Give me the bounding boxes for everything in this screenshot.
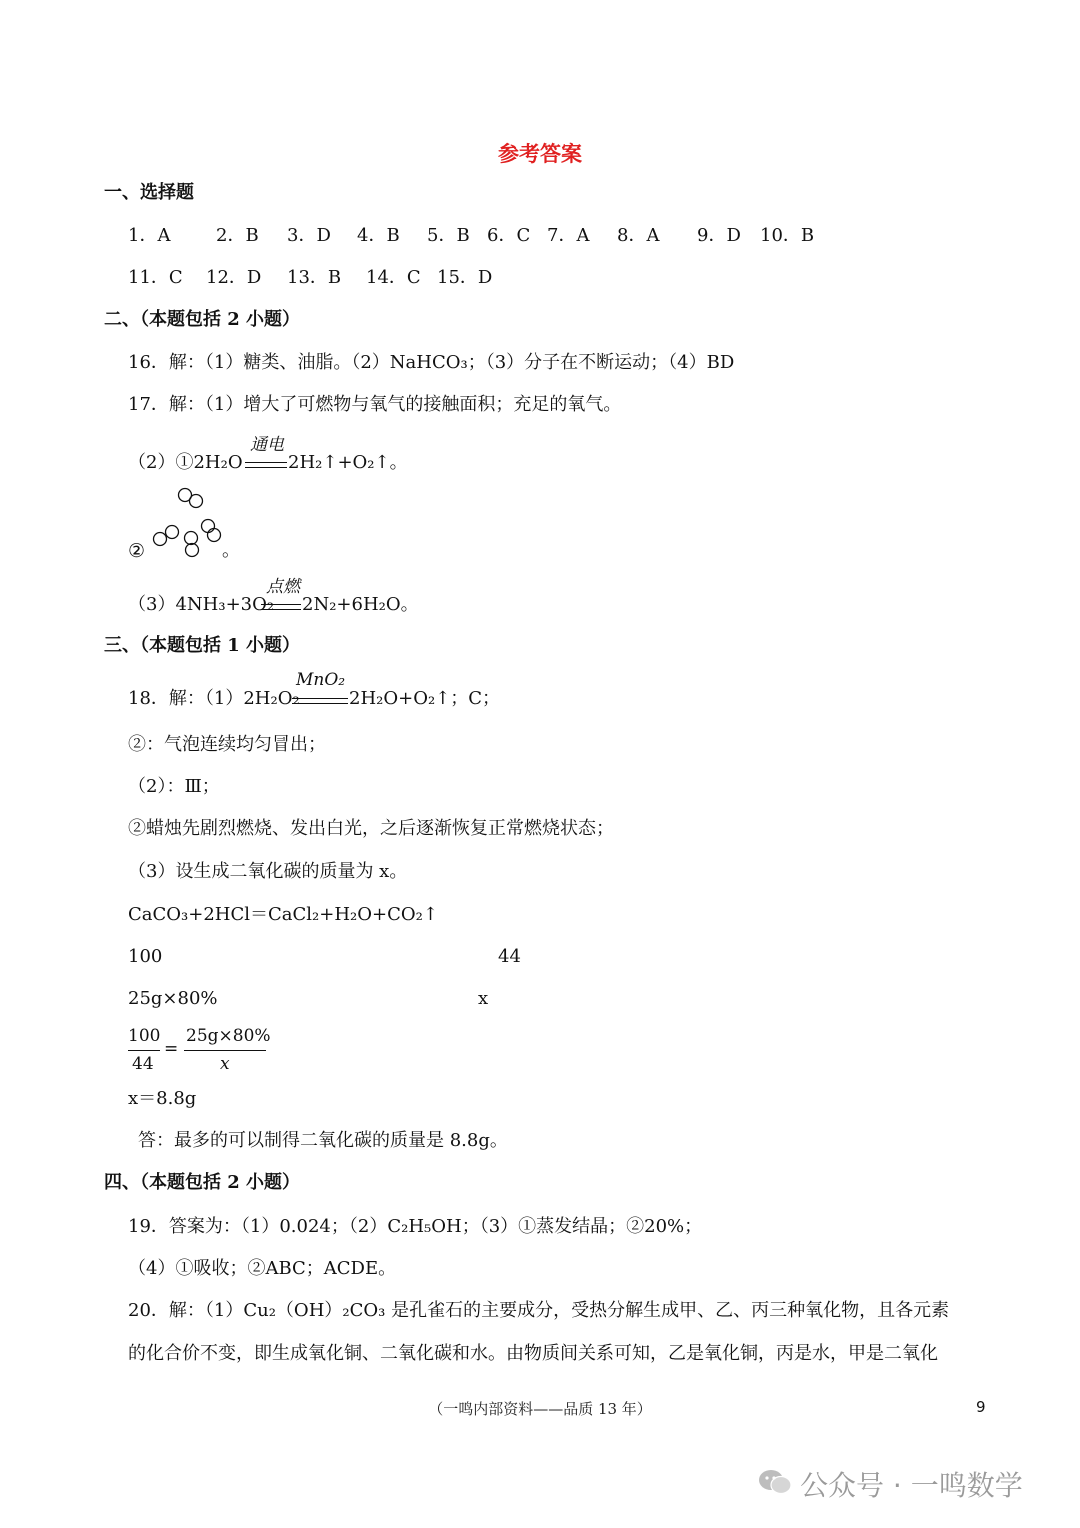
answer-18-line2: ②：气泡连续均匀冒出； bbox=[128, 734, 326, 755]
reaction-condition: MnO₂ bbox=[296, 670, 346, 690]
mc-answer: 12．D bbox=[206, 267, 262, 288]
fraction-bar bbox=[128, 1050, 160, 1051]
fraction-denominator: 44 bbox=[132, 1054, 154, 1074]
equals-sign bbox=[292, 698, 348, 704]
equals: = bbox=[164, 1039, 179, 1059]
mc-answer: 4．B bbox=[357, 225, 400, 246]
fraction-numerator: 100 bbox=[128, 1026, 161, 1046]
fraction-bar bbox=[184, 1050, 266, 1051]
answer-19-line1: 19．答案为：（1）0.024；（2）C₂H₅OH；（3）①蒸发结晶；②20%； bbox=[128, 1216, 703, 1237]
reaction-condition: 通电 bbox=[250, 435, 284, 455]
section-heading-4: 四、（本题包括 2 小题） bbox=[104, 1172, 301, 1193]
period: 。 bbox=[222, 540, 240, 561]
answer-18-line4: ②蜡烛先剧烈燃烧、发出白光，之后逐渐恢复正常燃烧状态； bbox=[128, 818, 614, 839]
answer-statement: 答：最多的可以制得二氧化碳的质量是 8.8g。 bbox=[138, 1130, 508, 1151]
answer-17-part3-right: 2N₂+6H₂O。 bbox=[302, 594, 419, 615]
fraction-numerator: 25g×80% bbox=[186, 1026, 271, 1046]
answer-18-part1-right: 2H₂O+O₂↑；C； bbox=[349, 688, 501, 709]
mc-answer: 14．C bbox=[366, 267, 421, 288]
page-number: 9 bbox=[976, 1398, 986, 1416]
mc-answer: 3．D bbox=[287, 225, 331, 246]
mc-answer: 1．A bbox=[128, 225, 171, 246]
answer-19-line2: （4）①吸收；②ABC；ACDE。 bbox=[128, 1258, 397, 1279]
footer-note: （一鸣内部资料——品质 13 年） bbox=[428, 1400, 652, 1418]
answer-17-part1: 17．解：（1）增大了可燃物与氧气的接触面积；充足的氧气。 bbox=[128, 394, 622, 415]
mc-answer: 2．B bbox=[216, 225, 259, 246]
mc-answer: 11．C bbox=[128, 267, 183, 288]
chemical-equation: CaCO₃+2HCl＝CaCl₂+H₂O+CO₂↑ bbox=[128, 904, 438, 925]
mass-co2: x bbox=[478, 988, 489, 1009]
molar-mass-caco3: 100 bbox=[128, 946, 163, 967]
answer-18-part1-left: 18．解：（1）2H₂O₂ bbox=[128, 688, 300, 709]
equals-sign bbox=[261, 604, 301, 610]
answer-18-line5: （3）设生成二氧化碳的质量为 x。 bbox=[128, 861, 408, 882]
molecule-diagram bbox=[150, 486, 230, 558]
result-x: x＝8.8g bbox=[128, 1088, 197, 1109]
wechat-icon bbox=[758, 1468, 792, 1496]
watermark-text: 公众号 · 一鸣数学 bbox=[800, 1469, 1023, 1502]
mc-answer: 13．B bbox=[287, 267, 342, 288]
answer-17-part2-right: 2H₂↑+O₂↑。 bbox=[288, 452, 408, 473]
mc-answer: 7．A bbox=[547, 225, 590, 246]
mc-answer: 9．D bbox=[697, 225, 741, 246]
answer-17-part3-left: （3）4NH₃+3O₂ bbox=[128, 594, 275, 615]
answer-16: 16．解：（1）糖类、油脂。（2）NaHCO₃；（3）分子在不断运动；（4）BD bbox=[128, 352, 735, 373]
mass-caco3: 25g×80% bbox=[128, 988, 218, 1009]
section-heading-1: 一、选择题 bbox=[104, 182, 194, 203]
fraction-denominator: x bbox=[220, 1054, 230, 1074]
reaction-condition: 点燃 bbox=[266, 577, 300, 597]
answer-20-line1: 20．解：（1）Cu₂（OH）₂CO₃ 是孔雀石的主要成分，受热分解生成甲、乙、丙三种氧化物，且各元素 bbox=[128, 1300, 950, 1321]
circled-number-2: ② bbox=[128, 540, 146, 562]
mc-answer: 8．A bbox=[617, 225, 660, 246]
section-heading-3: 三、（本题包括 1 小题） bbox=[104, 635, 301, 656]
mc-answer: 10．B bbox=[760, 225, 815, 246]
molar-mass-co2: 44 bbox=[498, 946, 521, 967]
mc-answer: 5．B bbox=[427, 225, 470, 246]
equals-sign bbox=[245, 462, 287, 468]
answer-20-line2: 的化合价不变，即生成氧化铜、二氧化碳和水。由物质间关系可知，乙是氧化铜，丙是水，甲是二氧化 bbox=[128, 1343, 938, 1364]
answer-18-line3: （2）：Ⅲ； bbox=[128, 776, 220, 797]
section-heading-2: 二、（本题包括 2 小题） bbox=[104, 309, 301, 330]
mc-answer: 15．D bbox=[437, 267, 493, 288]
mc-answer: 6．C bbox=[487, 225, 531, 246]
page-title: 参考答案 bbox=[498, 141, 582, 166]
answer-17-part2-left: （2）①2H₂O bbox=[128, 452, 243, 473]
